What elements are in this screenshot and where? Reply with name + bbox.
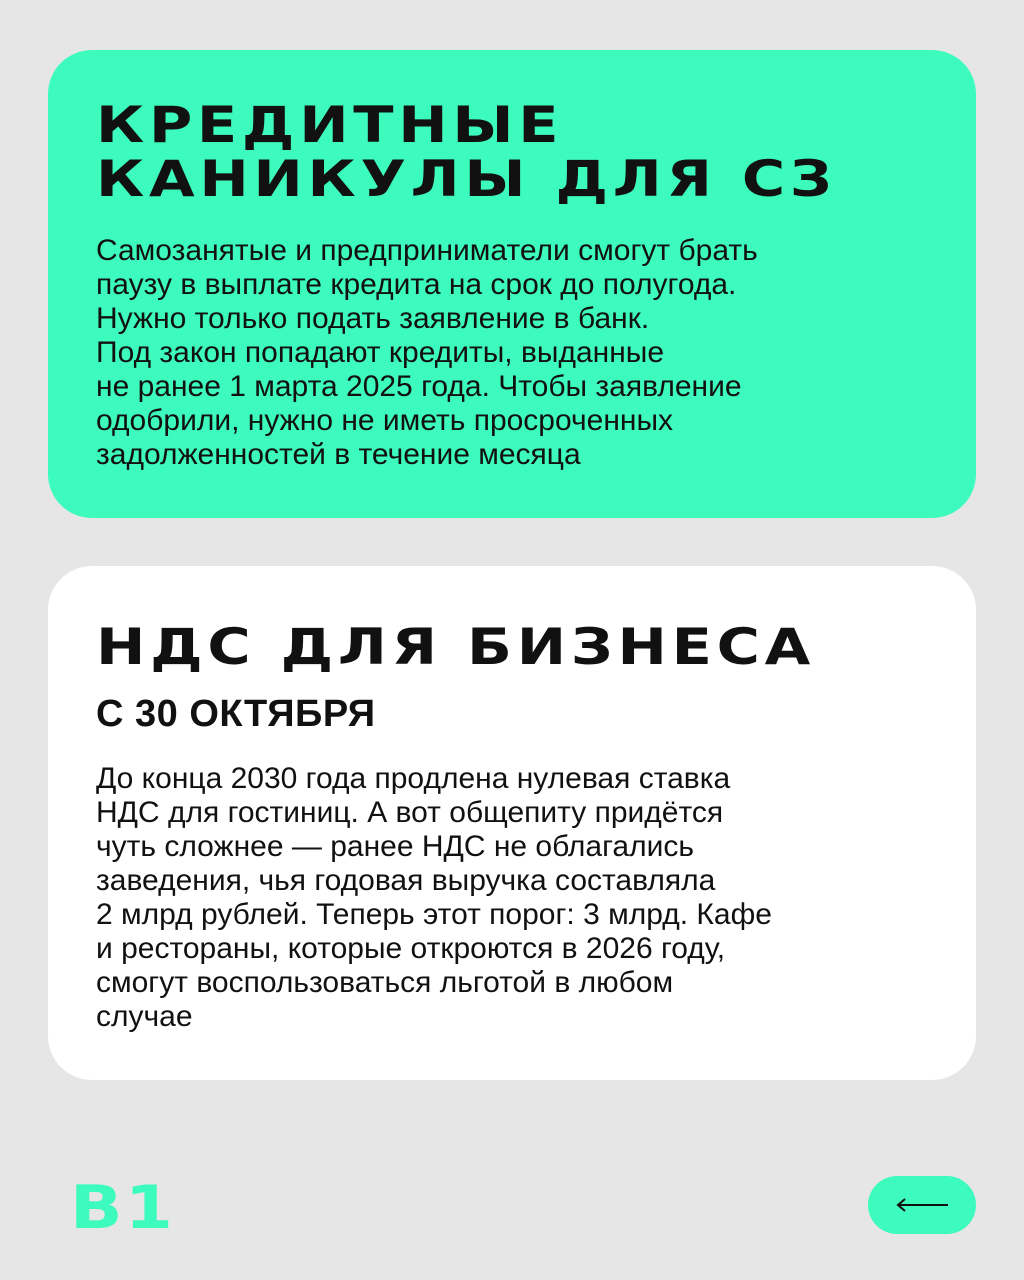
vat-body-line: и рестораны, которые откроются в 2026 году,	[96, 932, 726, 965]
vat-body-line: смогут воспользоваться льготой в любом	[96, 966, 674, 999]
vat-title: НДС ДЛЯ БИЗНЕСА	[96, 618, 816, 676]
credit-holidays-body-line: задолженностей в течение месяца	[96, 438, 581, 471]
arrow-left-icon	[894, 1197, 950, 1213]
vat-for-business-card	[48, 566, 976, 1080]
back-button[interactable]	[868, 1176, 976, 1234]
vat-body-line: 2 млрд рублей. Теперь этот порог: 3 млрд. Кафе	[96, 898, 772, 931]
credit-holidays-body-line: одобрили, нужно не иметь просроченных	[96, 404, 674, 437]
vat-body-line: заведения, чья годовая выручка составляла	[96, 864, 716, 897]
credit-holidays-title-line-1: КРЕДИТНЫЕ	[96, 96, 564, 154]
vat-date-subtitle: С 30 ОКТЯБРЯ	[96, 693, 376, 735]
credit-holidays-title-line-2: КАНИКУЛЫ ДЛЯ СЗ	[96, 150, 837, 208]
credit-holidays-body-line: не ранее 1 марта 2025 года. Чтобы заявление	[96, 370, 742, 403]
credit-holidays-body	[96, 234, 936, 472]
credit-holidays-body-line: Самозанятые и предприниматели смогут брать	[96, 234, 758, 267]
vat-body	[96, 762, 926, 1034]
vat-body-line: НДС для гостиниц. А вот общепиту придётся	[96, 796, 724, 829]
vat-body-line: случае	[96, 1000, 193, 1033]
credit-holidays-body-line: Нужно только подать заявление в банк.	[96, 302, 650, 335]
b1-logo: B1	[70, 1173, 176, 1243]
vat-body-line: чуть сложнее — ранее НДС не облагались	[96, 830, 694, 863]
credit-holidays-body-line: Под закон попадают кредиты, выданные	[96, 336, 665, 369]
credit-holidays-body-line: паузу в выплате кредита на срок до полугода.	[96, 268, 737, 301]
vat-body-line: До конца 2030 года продлена нулевая ставка	[96, 762, 731, 795]
credit-holidays-card	[48, 50, 976, 518]
credit-holidays-title	[96, 98, 946, 206]
